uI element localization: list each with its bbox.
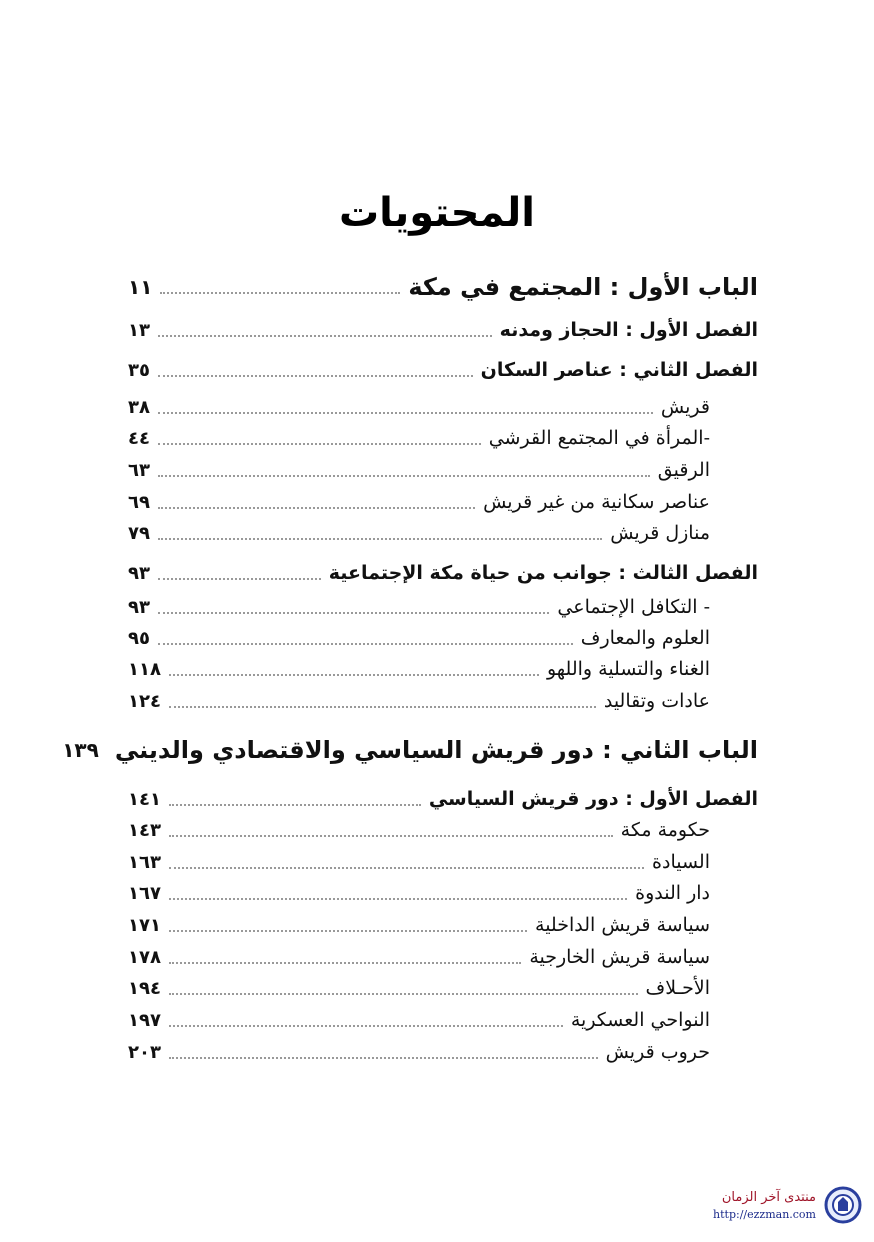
toc-item-row: [128, 1037, 758, 1067]
toc-item-row: [128, 815, 758, 845]
toc-page-number: ٧٩: [128, 522, 150, 544]
footer-watermark: [676, 1182, 866, 1230]
toc-item-row: [128, 1005, 758, 1035]
toc-page-number: ١٦٣: [128, 851, 161, 873]
toc-page-number: ١٢٤: [128, 690, 161, 712]
toc-item-row: [128, 910, 758, 940]
toc-part-row: [128, 272, 758, 302]
toc-page-number: ٢٠٣: [128, 1041, 161, 1063]
toc-entry-label: الأحـلاف: [645, 977, 710, 999]
toc-page-number: ٩٥: [128, 627, 150, 649]
toc-item-row: [128, 623, 758, 653]
toc-page-number: ٣٨: [128, 396, 150, 418]
toc-item-row: [128, 878, 758, 908]
toc-item-row: [128, 654, 758, 684]
dot-leader: [160, 292, 400, 294]
toc-page-number: ١١٨: [128, 658, 161, 680]
toc-entry-label: الرقيق: [657, 459, 710, 481]
dot-leader: [158, 412, 653, 414]
toc-page-number: ١٧٨: [128, 946, 161, 968]
toc-page-number: ١٦٧: [128, 882, 161, 904]
toc-entry-label: عادات وتقاليد: [603, 690, 710, 712]
toc-page-number: ٩٣: [128, 596, 150, 618]
toc-page-number: ١١: [128, 275, 153, 299]
dot-leader: [158, 538, 602, 540]
dot-leader: [169, 674, 539, 676]
dot-leader: [169, 804, 421, 806]
toc-entry-label: حكومة مكة: [620, 819, 710, 841]
dot-leader: [169, 835, 613, 837]
toc-entry-label: الفصل الأول : دور قريش السياسي: [428, 788, 758, 810]
toc-chapter-row: [128, 355, 758, 385]
toc-page-number: ٤٤: [128, 427, 150, 449]
toc-entry-label: السيادة: [652, 851, 710, 873]
toc-page-number: ١٩٤: [128, 977, 161, 999]
toc-item-row: [128, 847, 758, 877]
toc-entry-label: - التكافل الإجتماعي: [557, 596, 710, 618]
toc-page-number: ٣٥: [128, 359, 150, 381]
toc-page-number: ١٤١: [128, 788, 161, 810]
toc-entry-label: سياسة قريش الداخلية: [535, 914, 710, 936]
toc-page-number: ١٣٩: [62, 738, 99, 762]
toc-entry-label: الباب الأول : المجتمع في مكة: [408, 273, 758, 301]
forum-logo-icon: [824, 1186, 862, 1224]
toc-entry-label: حروب قريش: [605, 1041, 710, 1063]
dot-leader: [158, 507, 475, 509]
dot-leader: [158, 643, 573, 645]
toc-entry-label: العلوم والمعارف: [580, 627, 710, 649]
dot-leader: [169, 930, 527, 932]
toc-item-row: [128, 487, 758, 517]
dot-leader: [169, 1025, 563, 1027]
dot-leader: [169, 706, 596, 708]
toc-page-number: ١٣: [128, 319, 150, 341]
toc-item-row: [128, 455, 758, 485]
toc-entry-label: الفصل الأول : الحجاز ومدنه: [499, 319, 758, 341]
dot-leader: [158, 335, 492, 337]
toc-entry-label: الباب الثاني : دور قريش السياسي والاقتصادي والديني: [114, 736, 758, 764]
toc-chapter-row: [128, 784, 758, 814]
dot-leader: [158, 578, 321, 580]
dot-leader: [158, 612, 549, 614]
dot-leader: [169, 962, 521, 964]
toc-item-row: [128, 942, 758, 972]
toc-entry-label: الغناء والتسلية واللهو: [546, 658, 710, 680]
toc-entry-label: الفصل الثالث : جوانب من حياة مكة الإجتماعية: [328, 562, 758, 584]
toc-entry-label: -المرأة في المجتمع القرشي: [488, 427, 710, 449]
page-title: المحتويات: [338, 190, 535, 236]
toc-entry-label: عناصر سكانية من غير قريش: [483, 491, 710, 513]
site-name: منتدى آخر الزمان: [721, 1190, 816, 1205]
toc-chapter-row: [128, 558, 758, 588]
toc-page-number: ١٤٣: [128, 819, 161, 841]
dot-leader: [169, 898, 627, 900]
toc-chapter-row: [128, 315, 758, 345]
toc-entry-label: الفصل الثاني : عناصر السكان: [480, 359, 758, 381]
toc-entry-label: سياسة قريش الخارجية: [529, 946, 710, 968]
toc-item-row: [128, 423, 758, 453]
dot-leader: [158, 443, 481, 445]
toc-item-row: [128, 518, 758, 548]
dot-leader: [158, 375, 473, 377]
dot-leader: [169, 867, 644, 869]
dot-leader: [158, 475, 650, 477]
toc-entry-label: النواحي العسكرية: [570, 1009, 710, 1031]
toc-item-row: [128, 592, 758, 622]
toc-item-row: [128, 686, 758, 716]
site-url: http://ezzman.com: [713, 1208, 816, 1221]
toc-item-row: [128, 392, 758, 422]
dot-leader: [169, 993, 638, 995]
dot-leader: [169, 1057, 598, 1059]
toc-entry-label: دار الندوة: [635, 882, 710, 904]
toc-entry-label: منازل قريش: [610, 522, 710, 544]
toc-item-row: [128, 973, 758, 1003]
toc-entry-label: قريش: [660, 396, 710, 418]
toc-page-number: ٩٣: [128, 562, 150, 584]
toc-part-row: [62, 735, 758, 765]
toc-page-number: ٦٩: [128, 491, 150, 513]
toc-page-number: ١٩٧: [128, 1009, 161, 1031]
toc-page-number: ١٧١: [128, 914, 161, 936]
toc-page-number: ٦٣: [128, 459, 150, 481]
